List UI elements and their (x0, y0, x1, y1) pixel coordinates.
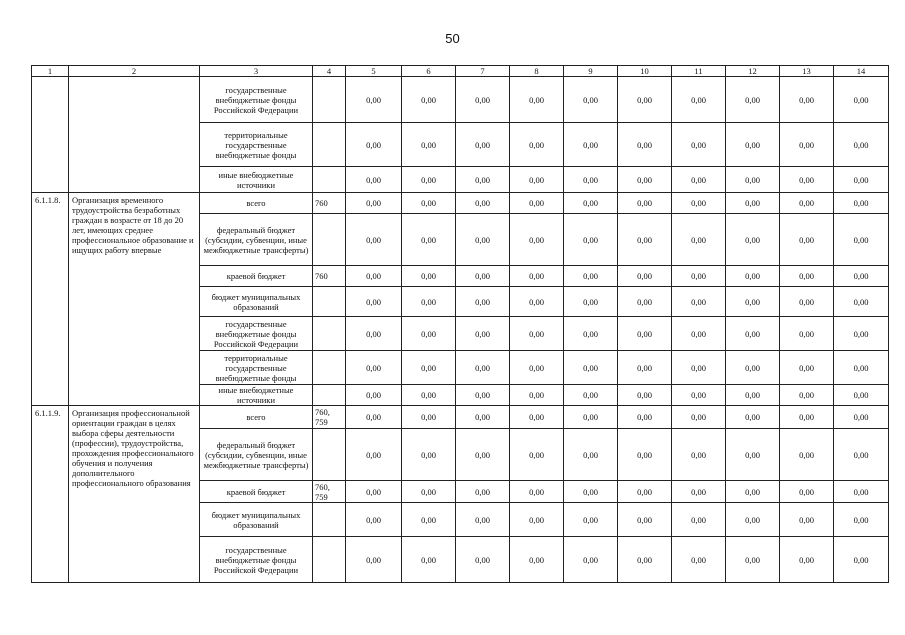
column-number-row (32, 66, 889, 77)
amount-cell: 0,00 (672, 429, 726, 481)
amount-cell: 0,00 (672, 385, 726, 406)
amount-cell: 0,00 (510, 406, 564, 429)
amount-cell: 0,00 (346, 317, 402, 351)
amount-cell: 0,00 (780, 481, 834, 503)
budget-code-cell (313, 537, 346, 583)
amount-cell: 0,00 (672, 406, 726, 429)
item-code-cell: 6.1.1.9. (32, 406, 69, 583)
funding-source-cell: территориальные государственные внебюджетные фонды (200, 123, 313, 167)
budget-code-cell (313, 351, 346, 385)
amount-cell: 0,00 (346, 481, 402, 503)
amount-cell: 0,00 (510, 287, 564, 317)
funding-source-cell: иные внебюджетные источники (200, 385, 313, 406)
table-row (32, 193, 889, 214)
amount-cell: 0,00 (780, 537, 834, 583)
item-name-cell (69, 77, 200, 193)
amount-cell: 0,00 (726, 429, 780, 481)
amount-cell: 0,00 (834, 123, 889, 167)
column-number-cell: 6 (402, 66, 456, 77)
budget-code-cell (313, 503, 346, 537)
funding-source-cell: федеральный бюджет (субсидии, субвенции, иные межбюджетные трансферты) (200, 214, 313, 266)
amount-cell: 0,00 (456, 503, 510, 537)
column-number-cell: 12 (726, 66, 780, 77)
budget-code-cell (313, 77, 346, 123)
amount-cell: 0,00 (402, 193, 456, 214)
column-number-cell: 8 (510, 66, 564, 77)
amount-cell: 0,00 (780, 385, 834, 406)
amount-cell: 0,00 (564, 214, 618, 266)
item-code-cell: 6.1.1.8. (32, 193, 69, 406)
amount-cell: 0,00 (510, 503, 564, 537)
amount-cell: 0,00 (346, 167, 402, 193)
amount-cell: 0,00 (346, 214, 402, 266)
column-number-cell: 13 (780, 66, 834, 77)
column-number-cell: 14 (834, 66, 889, 77)
amount-cell: 0,00 (564, 537, 618, 583)
amount-cell: 0,00 (456, 266, 510, 287)
amount-cell: 0,00 (456, 429, 510, 481)
amount-cell: 0,00 (780, 406, 834, 429)
budget-code-cell (313, 287, 346, 317)
funding-source-cell: бюджет муниципальных образований (200, 287, 313, 317)
amount-cell: 0,00 (834, 287, 889, 317)
amount-cell: 0,00 (402, 481, 456, 503)
amount-cell: 0,00 (726, 351, 780, 385)
amount-cell: 0,00 (402, 537, 456, 583)
amount-cell: 0,00 (456, 193, 510, 214)
amount-cell: 0,00 (672, 266, 726, 287)
amount-cell: 0,00 (672, 167, 726, 193)
amount-cell: 0,00 (726, 123, 780, 167)
column-number-cell: 9 (564, 66, 618, 77)
table-row (32, 406, 889, 429)
funding-source-cell: государственные внебюджетные фонды Российской Федерации (200, 537, 313, 583)
amount-cell: 0,00 (834, 167, 889, 193)
amount-cell: 0,00 (402, 351, 456, 385)
amount-cell: 0,00 (510, 77, 564, 123)
column-number-cell: 10 (618, 66, 672, 77)
amount-cell: 0,00 (456, 385, 510, 406)
budget-code-cell (313, 317, 346, 351)
amount-cell: 0,00 (726, 317, 780, 351)
amount-cell: 0,00 (618, 351, 672, 385)
amount-cell: 0,00 (510, 351, 564, 385)
amount-cell: 0,00 (618, 167, 672, 193)
amount-cell: 0,00 (780, 193, 834, 214)
amount-cell: 0,00 (510, 385, 564, 406)
amount-cell: 0,00 (510, 214, 564, 266)
amount-cell: 0,00 (834, 266, 889, 287)
amount-cell: 0,00 (672, 287, 726, 317)
amount-cell: 0,00 (346, 537, 402, 583)
column-number-cell: 5 (346, 66, 402, 77)
amount-cell: 0,00 (726, 385, 780, 406)
column-number-cell: 11 (672, 66, 726, 77)
budget-code-cell: 760 (313, 193, 346, 214)
amount-cell: 0,00 (402, 385, 456, 406)
amount-cell: 0,00 (834, 317, 889, 351)
amount-cell: 0,00 (402, 406, 456, 429)
funding-source-cell: государственные внебюджетные фонды Российской Федерации (200, 77, 313, 123)
amount-cell: 0,00 (672, 537, 726, 583)
amount-cell: 0,00 (618, 317, 672, 351)
amount-cell: 0,00 (780, 77, 834, 123)
budget-code-cell (313, 123, 346, 167)
amount-cell: 0,00 (834, 214, 889, 266)
amount-cell: 0,00 (726, 214, 780, 266)
funding-source-cell: всего (200, 406, 313, 429)
amount-cell: 0,00 (564, 429, 618, 481)
amount-cell: 0,00 (346, 429, 402, 481)
amount-cell: 0,00 (402, 429, 456, 481)
funding-source-cell: иные внебюджетные источники (200, 167, 313, 193)
amount-cell: 0,00 (618, 537, 672, 583)
amount-cell: 0,00 (402, 266, 456, 287)
amount-cell: 0,00 (564, 503, 618, 537)
amount-cell: 0,00 (564, 193, 618, 214)
amount-cell: 0,00 (672, 123, 726, 167)
budget-code-cell (313, 214, 346, 266)
amount-cell: 0,00 (510, 266, 564, 287)
amount-cell: 0,00 (346, 351, 402, 385)
amount-cell: 0,00 (402, 167, 456, 193)
amount-cell: 0,00 (726, 77, 780, 123)
amount-cell: 0,00 (780, 214, 834, 266)
amount-cell: 0,00 (456, 167, 510, 193)
column-number-cell: 3 (200, 66, 313, 77)
amount-cell: 0,00 (564, 481, 618, 503)
budget-code-cell: 760, 759 (313, 481, 346, 503)
amount-cell: 0,00 (726, 481, 780, 503)
amount-cell: 0,00 (402, 287, 456, 317)
amount-cell: 0,00 (618, 123, 672, 167)
funding-source-cell: территориальные государственные внебюджетные фонды (200, 351, 313, 385)
amount-cell: 0,00 (726, 287, 780, 317)
amount-cell: 0,00 (618, 214, 672, 266)
amount-cell: 0,00 (834, 406, 889, 429)
amount-cell: 0,00 (672, 481, 726, 503)
amount-cell: 0,00 (346, 123, 402, 167)
funding-source-cell: федеральный бюджет (субсидии, субвенции, иные межбюджетные трансферты) (200, 429, 313, 481)
column-number-cell: 7 (456, 66, 510, 77)
amount-cell: 0,00 (456, 406, 510, 429)
amount-cell: 0,00 (780, 266, 834, 287)
amount-cell: 0,00 (564, 123, 618, 167)
amount-cell: 0,00 (346, 266, 402, 287)
amount-cell: 0,00 (346, 287, 402, 317)
amount-cell: 0,00 (564, 167, 618, 193)
amount-cell: 0,00 (564, 317, 618, 351)
page-number: 50 (445, 31, 460, 46)
budget-code-cell (313, 167, 346, 193)
amount-cell: 0,00 (564, 287, 618, 317)
amount-cell: 0,00 (672, 351, 726, 385)
amount-cell: 0,00 (456, 537, 510, 583)
funding-source-cell: всего (200, 193, 313, 214)
funding-source-cell: государственные внебюджетные фонды Российской Федерации (200, 317, 313, 351)
item-name-cell: Организация временного трудоустройства безработных граждан в возрасте от 18 до 20 лет, имеющих среднее профессиональное образование и ищущих работу впервые (69, 193, 200, 406)
amount-cell: 0,00 (510, 317, 564, 351)
amount-cell: 0,00 (672, 317, 726, 351)
amount-cell: 0,00 (564, 351, 618, 385)
amount-cell: 0,00 (780, 317, 834, 351)
item-name-cell: Организация профессиональной ориентации граждан в целях выбора сферы деятельности (профессии), трудоустройства, прохождения профессионального обучения и получения дополнительного профессионального образования (69, 406, 200, 583)
amount-cell: 0,00 (456, 481, 510, 503)
amount-cell: 0,00 (346, 385, 402, 406)
amount-cell: 0,00 (726, 193, 780, 214)
amount-cell: 0,00 (618, 287, 672, 317)
amount-cell: 0,00 (780, 287, 834, 317)
amount-cell: 0,00 (780, 351, 834, 385)
item-code-cell (32, 77, 69, 193)
amount-cell: 0,00 (726, 503, 780, 537)
amount-cell: 0,00 (834, 503, 889, 537)
amount-cell: 0,00 (456, 317, 510, 351)
amount-cell: 0,00 (510, 481, 564, 503)
amount-cell: 0,00 (834, 77, 889, 123)
amount-cell: 0,00 (346, 77, 402, 123)
amount-cell: 0,00 (834, 385, 889, 406)
amount-cell: 0,00 (618, 193, 672, 214)
amount-cell: 0,00 (834, 429, 889, 481)
amount-cell: 0,00 (510, 123, 564, 167)
amount-cell: 0,00 (456, 77, 510, 123)
amount-cell: 0,00 (346, 193, 402, 214)
funding-source-cell: краевой бюджет (200, 481, 313, 503)
amount-cell: 0,00 (780, 123, 834, 167)
amount-cell: 0,00 (456, 351, 510, 385)
amount-cell: 0,00 (402, 123, 456, 167)
amount-cell: 0,00 (402, 503, 456, 537)
amount-cell: 0,00 (834, 481, 889, 503)
amount-cell: 0,00 (456, 287, 510, 317)
amount-cell: 0,00 (510, 167, 564, 193)
amount-cell: 0,00 (618, 385, 672, 406)
amount-cell: 0,00 (726, 537, 780, 583)
amount-cell: 0,00 (510, 537, 564, 583)
amount-cell: 0,00 (618, 481, 672, 503)
amount-cell: 0,00 (780, 429, 834, 481)
amount-cell: 0,00 (726, 266, 780, 287)
amount-cell: 0,00 (346, 406, 402, 429)
amount-cell: 0,00 (510, 193, 564, 214)
column-number-cell: 2 (69, 66, 200, 77)
amount-cell: 0,00 (834, 537, 889, 583)
amount-cell: 0,00 (402, 214, 456, 266)
amount-cell: 0,00 (346, 503, 402, 537)
funding-source-cell: краевой бюджет (200, 266, 313, 287)
amount-cell: 0,00 (564, 77, 618, 123)
amount-cell: 0,00 (672, 77, 726, 123)
amount-cell: 0,00 (456, 123, 510, 167)
amount-cell: 0,00 (564, 406, 618, 429)
budget-code-cell: 760 (313, 266, 346, 287)
amount-cell: 0,00 (402, 77, 456, 123)
amount-cell: 0,00 (402, 317, 456, 351)
amount-cell: 0,00 (780, 503, 834, 537)
budget-table (31, 65, 889, 583)
amount-cell: 0,00 (672, 503, 726, 537)
amount-cell: 0,00 (618, 77, 672, 123)
amount-cell: 0,00 (618, 503, 672, 537)
amount-cell: 0,00 (618, 429, 672, 481)
budget-code-cell: 760, 759 (313, 406, 346, 429)
amount-cell: 0,00 (726, 167, 780, 193)
column-number-cell: 1 (32, 66, 69, 77)
amount-cell: 0,00 (564, 266, 618, 287)
amount-cell: 0,00 (834, 351, 889, 385)
amount-cell: 0,00 (510, 429, 564, 481)
amount-cell: 0,00 (726, 406, 780, 429)
budget-code-cell (313, 385, 346, 406)
amount-cell: 0,00 (834, 193, 889, 214)
table-row (32, 77, 889, 123)
amount-cell: 0,00 (564, 385, 618, 406)
funding-source-cell: бюджет муниципальных образований (200, 503, 313, 537)
amount-cell: 0,00 (780, 167, 834, 193)
amount-cell: 0,00 (618, 266, 672, 287)
amount-cell: 0,00 (672, 193, 726, 214)
budget-code-cell (313, 429, 346, 481)
amount-cell: 0,00 (456, 214, 510, 266)
amount-cell: 0,00 (672, 214, 726, 266)
column-number-cell: 4 (313, 66, 346, 77)
amount-cell: 0,00 (618, 406, 672, 429)
